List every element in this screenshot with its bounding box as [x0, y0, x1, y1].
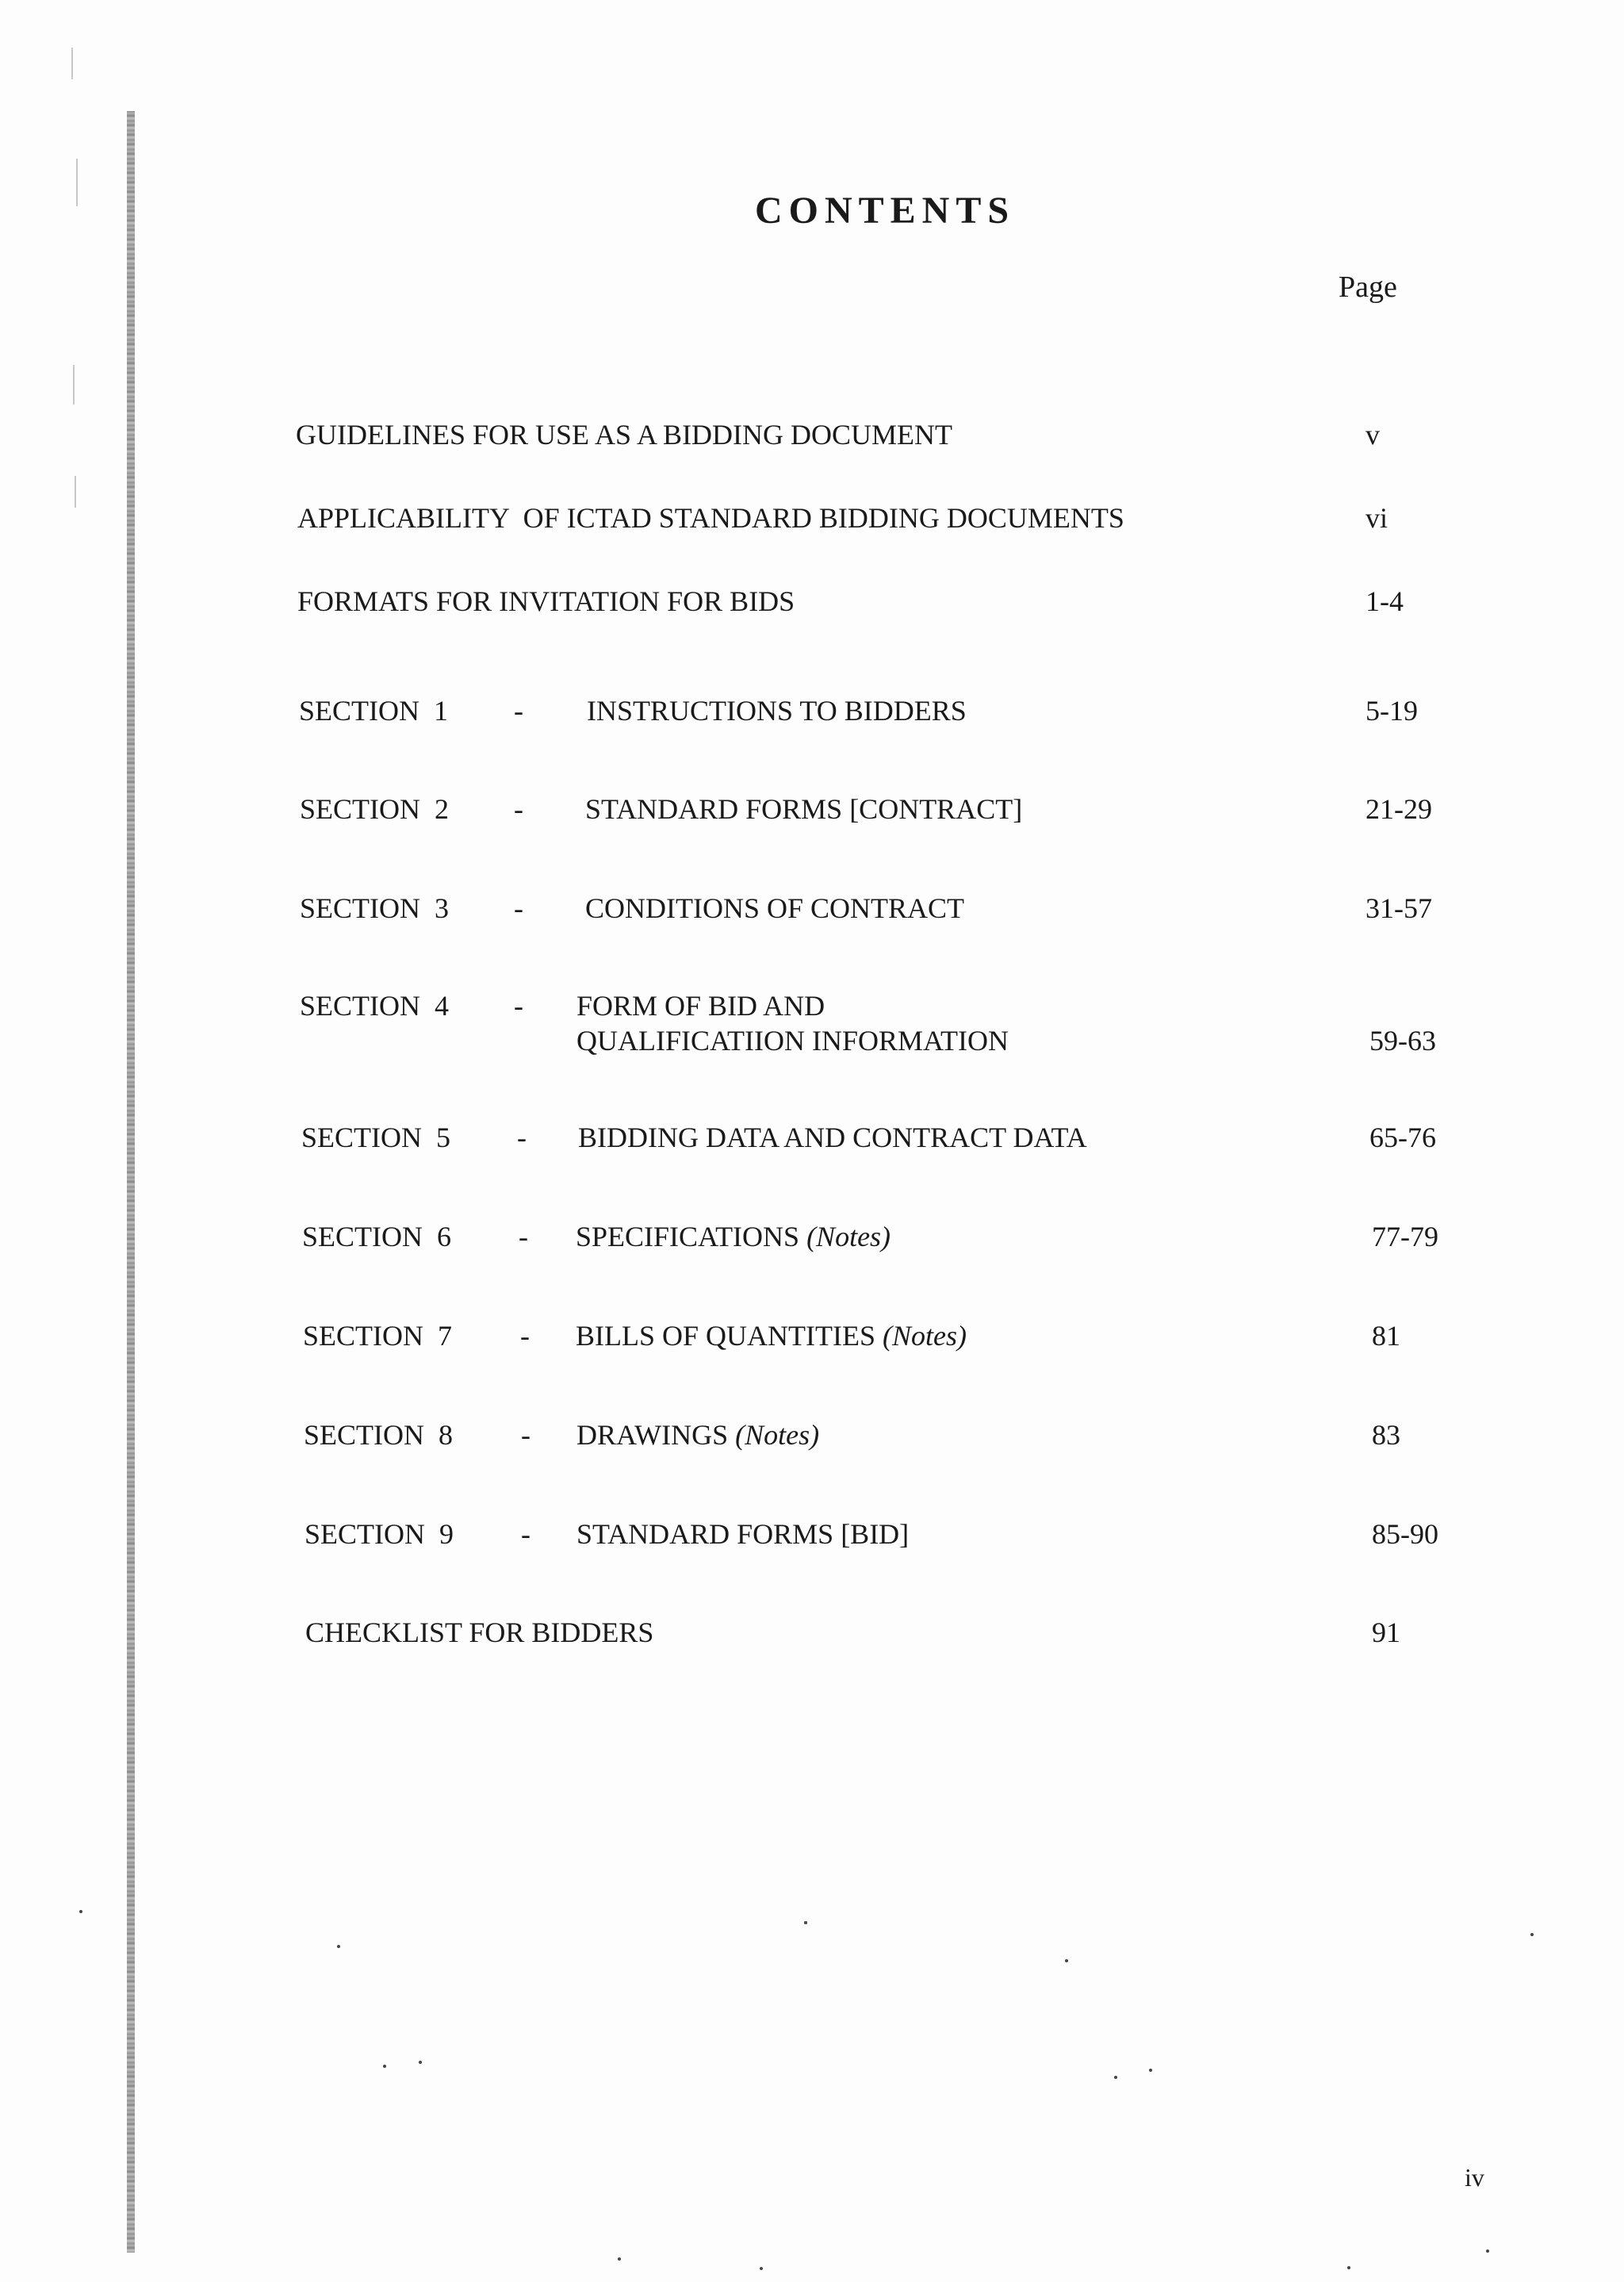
section-number: SECTION 6 [302, 1221, 451, 1252]
page-column-heading: Page [1339, 270, 1397, 304]
section-title-note: (Notes) [882, 1320, 967, 1352]
separator-dash: - [521, 1419, 530, 1451]
binding-edge [127, 111, 135, 2253]
section-number: SECTION 1 [299, 695, 448, 727]
section-title-text: CONDITIONS OF CONTRACT [585, 892, 965, 924]
scan-speck [618, 2257, 621, 2261]
toc-entry-page: 21-29 [1365, 793, 1432, 825]
section-title [587, 693, 967, 728]
section-title [576, 1417, 819, 1452]
scan-speck [79, 1910, 82, 1913]
section-title-text: STANDARD FORMS [BID] [576, 1518, 910, 1550]
section-title [585, 891, 964, 926]
section-title-text-line2: QUALIFICATIION INFORMATION [576, 1025, 1009, 1057]
toc-entry-page: 1-4 [1365, 585, 1404, 617]
scan-speck [1065, 1959, 1068, 1962]
section-number: SECTION 3 [300, 892, 449, 924]
section-title [585, 792, 1022, 827]
separator-dash: - [517, 1122, 527, 1153]
separator-dash: - [521, 1518, 530, 1550]
scan-speck [419, 2061, 422, 2064]
section-title-text: DRAWINGS [576, 1419, 736, 1451]
scan-speck [1114, 2076, 1117, 2079]
toc-entry-label: APPLICABILITY OF ICTAD STANDARD BIDDING DOCUMENTS [297, 502, 1124, 534]
scan-mark [75, 476, 76, 508]
scan-mark [71, 48, 73, 79]
scan-speck [1486, 2249, 1489, 2253]
toc-entry-label: GUIDELINES FOR USE AS A BIDDING DOCUMENT [296, 419, 953, 451]
section-title-text: BILLS OF QUANTITIES [576, 1320, 883, 1352]
separator-dash: - [514, 793, 523, 825]
section-number: SECTION 8 [304, 1419, 453, 1451]
separator-dash: - [514, 695, 523, 727]
scan-speck [804, 1921, 807, 1924]
toc-entry-page: 85-90 [1372, 1518, 1438, 1550]
separator-dash: - [514, 892, 523, 924]
separator-dash: - [520, 1320, 530, 1352]
section-number: SECTION 2 [300, 793, 449, 825]
toc-entry-page: 83 [1372, 1419, 1400, 1451]
page-folio-number: iv [1465, 2163, 1484, 2192]
section-title-text: BIDDING DATA AND CONTRACT DATA [578, 1122, 1087, 1153]
scan-speck [1347, 2266, 1350, 2269]
toc-entry-page: 81 [1372, 1320, 1400, 1352]
section-title [576, 1219, 891, 1254]
toc-entry-page: 5-19 [1365, 695, 1418, 727]
toc-entry-page: 31-57 [1365, 892, 1432, 924]
scan-speck [1149, 2069, 1152, 2072]
toc-entry-page: v [1365, 419, 1380, 451]
separator-dash: - [514, 990, 523, 1022]
section-title [576, 988, 1009, 1058]
scan-mark [73, 365, 75, 405]
toc-entry-page: 77-79 [1372, 1221, 1438, 1252]
separator-dash: - [519, 1221, 528, 1252]
toc-entry-page: vi [1365, 502, 1388, 534]
section-number: SECTION 5 [301, 1122, 450, 1153]
toc-entry-label: CHECKLIST FOR BIDDERS [305, 1617, 654, 1648]
section-number: SECTION 7 [303, 1320, 452, 1352]
toc-entry-page: 65-76 [1369, 1122, 1436, 1153]
scan-speck [337, 1945, 340, 1948]
section-title-text: SPECIFICATIONS [576, 1221, 807, 1252]
toc-entry-label: FORMATS FOR INVITATION FOR BIDS [297, 585, 795, 617]
section-title [576, 1517, 909, 1551]
section-number: SECTION 4 [300, 990, 449, 1022]
page-title: CONTENTS [754, 190, 1016, 232]
section-title-text: STANDARD FORMS [CONTRACT] [585, 793, 1023, 825]
section-title [576, 1318, 967, 1353]
section-title-note: (Notes) [735, 1419, 820, 1451]
scan-speck [383, 2065, 386, 2068]
section-title-text: INSTRUCTIONS TO BIDDERS [587, 695, 967, 727]
section-title-text: FORM OF BID AND [576, 990, 825, 1022]
section-title-note: (Notes) [806, 1221, 891, 1252]
section-title [578, 1120, 1087, 1155]
scan-speck [1530, 1933, 1534, 1936]
toc-entry-page: 59-63 [1369, 1025, 1436, 1057]
toc-entry-page: 91 [1372, 1617, 1400, 1648]
scan-speck [760, 2267, 763, 2270]
section-number: SECTION 9 [304, 1518, 454, 1550]
